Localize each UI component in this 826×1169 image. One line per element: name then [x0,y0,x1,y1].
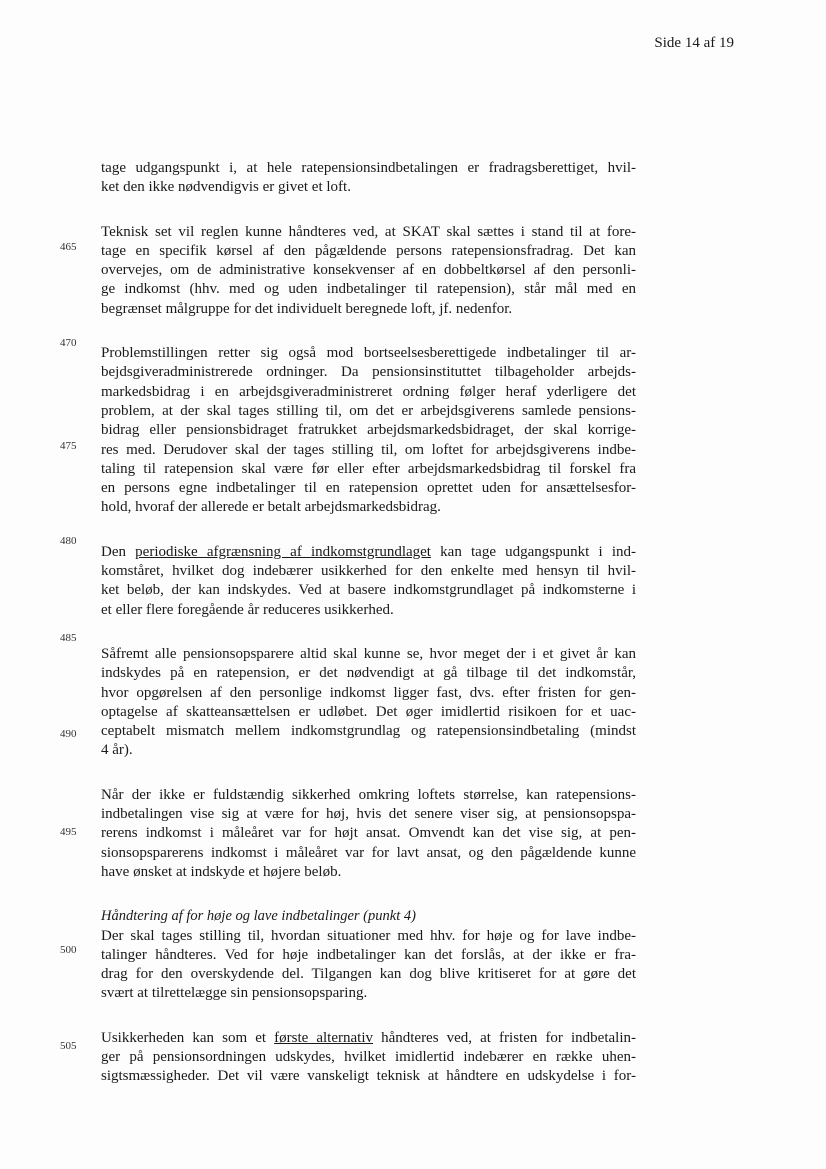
text-line: svært at tilrettelægge sin pensionsopsparing. [101,985,368,1002]
text-line: et eller flere foregående år reduceres usikkerhed. [101,601,394,618]
text-line: sigtsmæssigheder. Det vil være vanskeligt teknisk at håndtere en udskydelse i for- [101,1068,636,1085]
text-line: markedsbidrag i en arbejdsgiveradministreret ordning følger heraf yderligere det [101,383,636,400]
text-line: ger på pensionsordningen udskydes, hvilket imidlertid indebærer en række uhen- [101,1048,636,1065]
text-line: 4 år). [101,742,133,759]
text-line: indskydes på en ratepension, er det nødvendigt at gå tilbage til det indkomstår, [101,665,636,682]
text-line: Der skal tages stilling til, hvordan situationer med hhv. for høje og for lave indbe- [101,927,636,944]
paragraph [101,645,636,761]
line-number: 490 [60,728,77,740]
text-line: komståret, hvilket dog indebærer usikkerhed for den enkelte med hensyn til hvil- [101,563,636,580]
text-line: tage en specifik kørsel af den pågældende persons ratepensionsfradrag. Det kan [101,242,636,259]
text-line: bidrag eller pensionsbidraget fratrukket arbejdsmarkedsbidraget, der skal korrige- [101,422,636,439]
text-line: hvor opgørelsen af den personlige indkomst ligger fast, dvs. efter fristen for gen- [101,684,636,701]
text-line: bejdsgiveradministrerede ordninger. Da pensionsinstituttet tilbageholder arbejds- [101,364,636,381]
text-line: en persons egne indbetalinger til en ratepension oprettet uden for ansættelsesfor- [101,480,636,497]
underlined-term: første alternativ [274,1029,373,1046]
paragraph [101,159,636,198]
text-line: rerens indkomst i måleåret var for højt ansat. Omvendt kan det vise sig, at pen- [101,825,636,842]
text-line: Problemstillingen retter sig også mod bortseelsesberettigede indbetalinger til ar- [101,345,636,362]
text-line [101,1029,636,1048]
line-number: 480 [60,535,77,547]
text-line: ceptabelt mismatch mellem indkomstgrundlag og ratepensionsindbetaling (mindst [101,723,636,740]
line-number: 495 [60,826,77,838]
page-number: Side 14 af 19 [654,35,734,51]
underlined-term: periodiske afgrænsning af indkomstgrundlaget [135,543,431,560]
paragraph [101,1029,636,1087]
text-line: talinger håndteres. Ved for høje indbetalinger kan det forslås, at der ikke er fra- [101,946,636,963]
text-line: taling til ratepension skal være før eller efter arbejdsmarkedsbidrag til forskel fra [101,460,636,477]
text-line: optagelse af skatteansættelsen er udløbet. Det øger imidlertid risikoen for et uac- [101,703,636,720]
text-line: Når der ikke er fuldstændig sikkerhed omkring loftets størrelse, kan ratepensions- [101,786,636,803]
text-line: sionsopsparerens indkomst i måleåret var for lavt ansat, og den pågældende kunne [101,844,636,861]
line-number: 505 [60,1040,77,1052]
text-segment: håndteres ved, at fristen for indbetalin- [373,1029,636,1046]
paragraph [101,344,636,518]
line-number: 465 [60,241,77,253]
text-line [101,543,636,562]
line-number: 500 [60,944,77,956]
text-line: res med. Derudover skal der tages stilling til, om loftet for arbejdsgiverens indbe- [101,441,636,458]
line-number: 470 [60,337,77,349]
text-line: overvejes, om de administrative konsekvenser af en dobbeltkørsel af den personli- [101,262,636,279]
text-line: ket den ikke nødvendigvis er givet et loft. [101,179,351,196]
line-number: 485 [60,632,77,644]
paragraph [101,907,636,1003]
paragraph [101,786,636,882]
document-body [101,159,636,1112]
text-line: have ønsket at indskyde et højere beløb. [101,863,342,880]
line-number: 475 [60,440,77,452]
text-line: drag for den overskydende del. Tilgangen kan dog blive kritiseret for at gøre det [101,966,636,983]
section-heading: Håndtering af for høje og lave indbetalinger (punkt 4) [101,908,416,925]
text-segment: Den [101,543,136,560]
paragraph [101,223,636,319]
text-line: ge indkomst (hhv. med og uden indbetalinger til ratepension), står mål med en [101,281,636,298]
text-line: ket beløb, der kan indskydes. Ved at basere indkomstgrundlaget på indkomsterne i [101,582,636,599]
text-line: problem, at der skal tages stilling til, om det er arbejdsgiverens samlede pensions- [101,402,636,419]
text-line: Teknisk set vil reglen kunne håndteres ved, at SKAT skal sættes i stand til at fore- [101,223,636,240]
text-line: begrænset målgruppe for det individuelt beregnede loft, jf. nedenfor. [101,300,513,317]
paragraph [101,543,636,620]
text-line: tage udgangspunkt i, at hele ratepensionsindbetalingen er fradragsberettiget, hvil- [101,160,636,176]
text-segment: kan tage udgangspunkt i ind- [430,543,636,560]
text-segment: Usikkerheden kan som et [101,1029,275,1046]
text-line: Såfremt alle pensionsopsparere altid skal kunne se, hvor meget der i et givet år kan [101,645,636,662]
text-line: hold, hvoraf der allerede er betalt arbejdsmarkedsbidrag. [101,499,441,516]
text-line: indbetalingen vise sig at være for høj, hvis det senere viser sig, at pensionsopspa- [101,806,636,823]
